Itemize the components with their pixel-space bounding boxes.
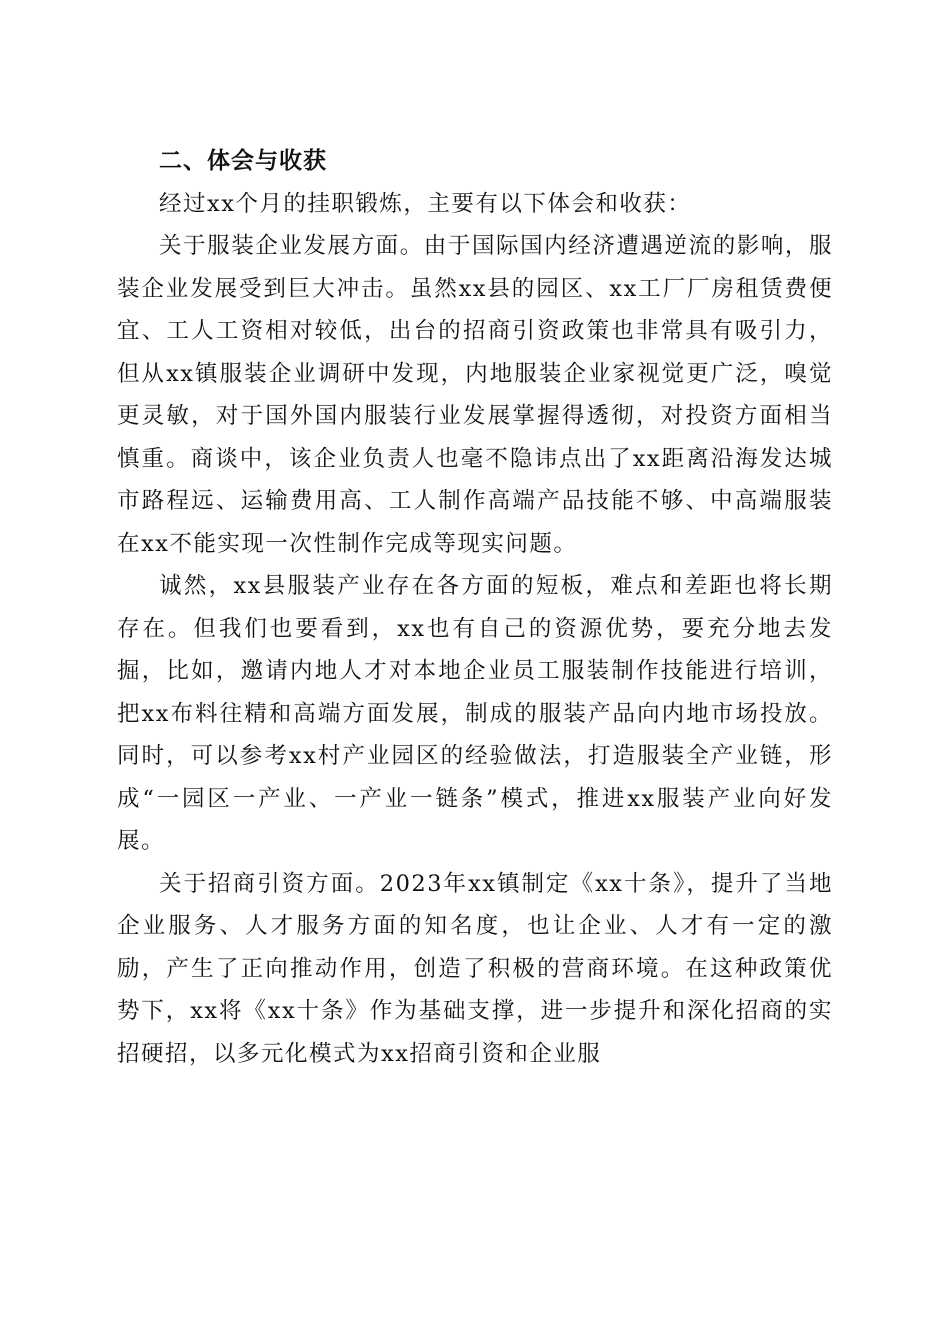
- paragraph-intro: 经过xx个月的挂职锻炼，主要有以下体会和收获：: [159, 190, 692, 217]
- paragraph-industry-shortcomings: 诚然，xx县服装产业存在各方面的短板，难点和差距也将长期存在。但我们也要看到，xx也有自己的资源优势，要充分地去发掘，比如，邀请内地人才对本地企业员工服装制作技能进行培训，把xx布料往精和高端方面发展，制成的服装产品向内地市场投放。同时，可以参考xx村产业园区的经验做法，打造服装全产业链，形成“一园区一产业、一产业一链条”模式，推进xx服装产业向好发展。: [117, 573, 833, 854]
- paragraph-investment-attraction: 关于招商引资方面。2023年xx镇制定《xx十条》，提升了当地企业服务、人才服务方面的知名度，也让企业、人才有一定的激励，产生了正向推动作用，创造了积极的营商环境。在这种政策优势下，xx将《xx十条》作为基础支撑，进一步提升和深化招商的实招硬招，以多元化模式为xx招商引资和企业服: [117, 870, 833, 1067]
- section-heading: 二、体会与收获: [159, 148, 327, 174]
- document-body: [117, 140, 833, 1075]
- paragraph-garment-enterprise: 关于服装企业发展方面。由于国际国内经济遭遇逆流的影响，服装企业发展受到巨大冲击。虽然xx县的园区、xx工厂厂房租赁费便宜、工人工资相对较低，出台的招商引资政策也非常具有吸引力，但从xx镇服装企业调研中发现，内地服装企业家视觉更广泛，嗅觉更灵敏，对于国外国内服装行业发展掌握得透彻，对投资方面相当慎重。商谈中，该企业负责人也毫不隐讳点出了xx距离沿海发达城市路程远、运输费用高、工人制作高端产品技能不够、中高端服装在xx不能实现一次性制作完成等现实问题。: [117, 233, 833, 557]
